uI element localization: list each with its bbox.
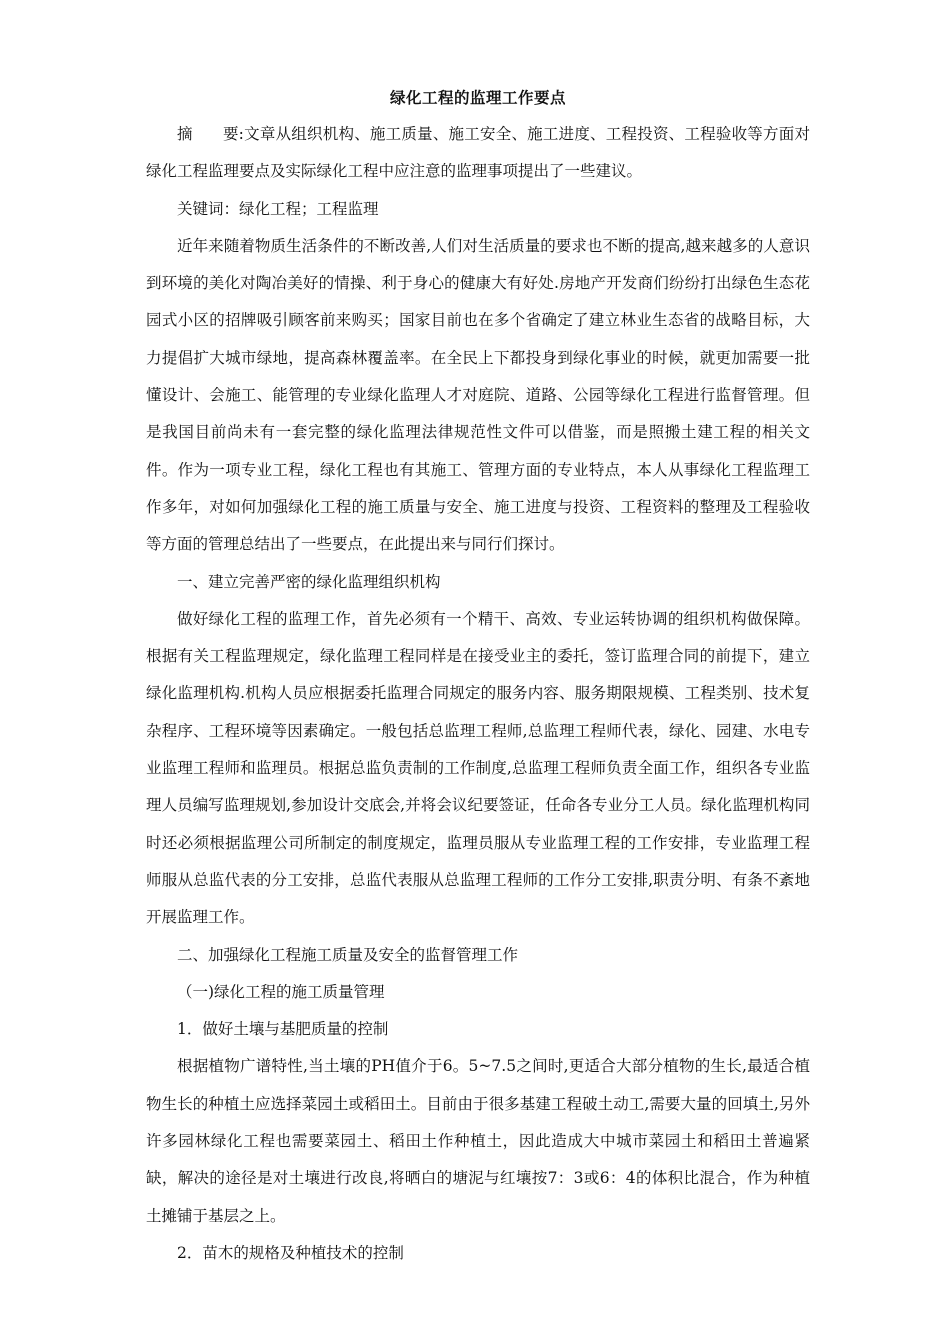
intro-paragraph: 近年来随着物质生活条件的不断改善,人们对生活质量的要求也不断的提高,越来越多的人意识到环境的美化对陶冶美好的情操、利于身心的健康大有好处.房地产开发商们纷纷打出绿色生态花园式小区的招牌吸引顾客前来购买；国家目前也在多个省确定了建立林业生态省的战略目标，大力提倡扩大城市绿地，提高森林覆盖率。在全民上下都投身到绿化事业的时候，就更加需要一批懂设计、会施工、能管理的专业绿化监理人才对庭院、道路、公园等绿化工程进行监督管理。但是我国目前尚未有一套完整的绿化监理法律规范性文件可以借鉴，而是照搬土建工程的相关文件。作为一项专业工程，绿化工程也有其施工、管理方面的专业特点，本人从事绿化工程监理工作多年，对如何加强绿化工程的施工质量与安全、施工进度与投资、工程资料的整理及工程验收等方面的管理总结出了一些要点，在此提出来与同行们探讨。 (146, 236, 810, 554)
item1-heading: 1．做好土壤与基肥质量的控制 (177, 1020, 389, 1039)
item2-heading: 2．苗木的规格及种植技术的控制 (177, 1243, 404, 1262)
section1-heading: 一、建立完善严密的绿化监理组织机构 (177, 572, 441, 591)
document-body (146, 116, 810, 1272)
section1-paragraph: 做好绿化工程的监理工作，首先必须有一个精干、高效、专业运转协调的组织机构做保障。根据有关工程监理规定，绿化监理工程同样是在接受业主的委托，签订监理合同的前提下，建立绿化监理机构.机构人员应根据委托监理合同规定的服务内容、服务期限规模、工程类别、技术复杂程序、工程环境等因素确定。一般包括总监理工程师,总监理工程师代表，绿化、园建、水电专业监理工程师和监理员。根据总监负责制的工作制度,总监理工程师负责全面工作，组织各专业监理人员编写监理规划,参加设计交底会,并将会议纪要签证，任命各专业分工人员。绿化监理机构同时还必须根据监理公司所制定的制度规定，监理员服从专业监理工程的工作安排，专业监理工程师服从总监代表的分工安排，总监代表服从总监理工程师的工作分工安排,职责分明、有条不紊地开展监理工作。 (146, 609, 810, 927)
section2-subheading: （一)绿化工程的施工质量管理 (177, 982, 385, 1001)
section2-heading: 二、加强绿化工程施工质量及安全的监督管理工作 (177, 945, 519, 964)
document-title: 绿化工程的监理工作要点 (389, 89, 566, 107)
abstract-paragraph (146, 116, 810, 191)
abstract-text: 文章从组织机构、施工质量、施工安全、施工进度、工程投资、工程验收等方面对绿化工程监理要点及实际绿化工程中应注意的监理事项提出了一些建议。 (146, 125, 810, 181)
item1-paragraph: 根据植物广谱特性,当土壤的PH值介于6。5~7.5之间时,更适合大部分植物的生长,最适合植物生长的种植土应选择菜园土或稻田土。目前由于很多基建工程破土动工,需要大量的回填土,另外许多园林绿化工程也需要菜园土、稻田土作种植土，因此造成大中城市菜园土和稻田土普遍紧缺，解决的途径是对土壤进行改良,将晒白的塘泥与红壤按7：3或6：4的体积比混合，作为种植土摊铺于基层之上。 (146, 1057, 810, 1225)
abstract-label-2: 要: (222, 125, 244, 143)
abstract-label-1: 摘 (177, 125, 193, 143)
keywords-line: 关键词：绿化工程；工程监理 (177, 199, 379, 218)
